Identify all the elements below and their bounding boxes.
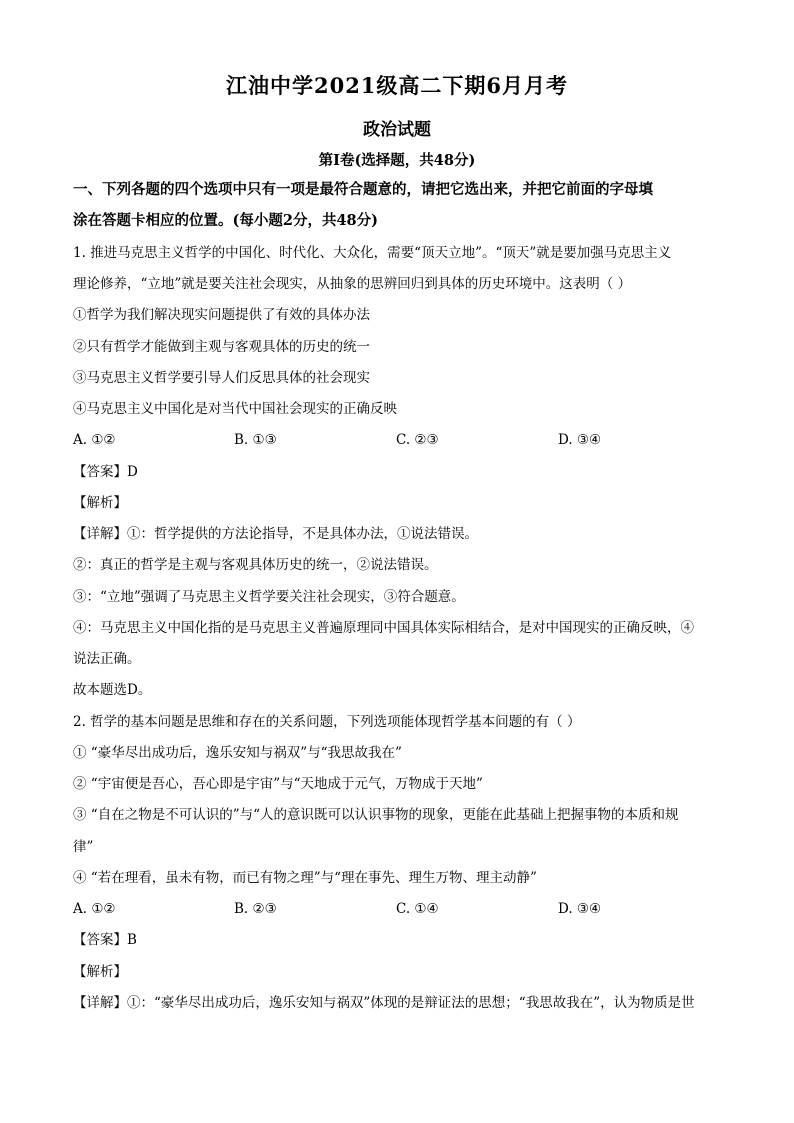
volume-title: 第Ⅰ卷(选择题，共48分)	[318, 152, 476, 169]
q2-stem: 2. 哲学的基本问题是思维和存在的关系问题，下列选项能体现哲学基本问题的有（ ）	[73, 714, 581, 730]
q2-option-d: D. ③④	[558, 901, 602, 917]
section-instruction-line2: 涂在答题卡相应的位置。(每小题2分，共48分)	[73, 212, 378, 229]
q1-answer: 【答案】D	[73, 464, 138, 480]
q1-detail-4-line1: ④：马克思主义中国化指的是马克思主义普遍原理同中国具体实际相结合，是对中国现实的正确反映，④	[73, 620, 694, 636]
q1-statement-3: ③马克思主义哲学要引导人们反思具体的社会现实	[73, 370, 370, 386]
q1-stem-line2: 理论修养，“立地”就是要关注社会现实，从抽象的思辨回归到具体的历史环境中。这表明（ ）	[73, 276, 632, 292]
q2-detail-1: 【详解】①：“豪华尽出成功后，逸乐安知与祸双”体现的是辩证法的思想；“我思故我在”，认为物质是世	[73, 995, 695, 1011]
q2-statement-1: ① “豪华尽出成功后，逸乐安知与祸双”与“我思故我在”	[73, 745, 402, 761]
q1-detail-4-line2: 说法正确。	[73, 651, 141, 667]
q2-option-c: C. ①④	[396, 901, 439, 917]
q1-option-d: D. ③④	[558, 432, 602, 448]
q1-option-c: C. ②③	[396, 432, 439, 448]
q1-statement-2: ②只有哲学才能做到主观与客观具体的历史的统一	[73, 339, 370, 355]
q1-analysis-label: 【解析】	[73, 495, 127, 511]
q1-detail-1: 【详解】①：哲学提供的方法论指导，不是具体办法，①说法错误。	[73, 526, 478, 542]
q1-statement-4: ④马克思主义中国化是对当代中国社会现实的正确反映	[73, 401, 397, 417]
q2-statement-3-line2: 律”	[73, 839, 94, 855]
q1-statement-1: ①哲学为我们解决现实问题提供了有效的具体办法	[73, 307, 370, 323]
q1-option-b: B. ①③	[234, 432, 277, 448]
q2-option-b: B. ②③	[234, 901, 277, 917]
subject-title: 政治试题	[363, 120, 431, 140]
q1-detail-2: ②：真正的哲学是主观与客观具体历史的统一，②说法错误。	[73, 557, 438, 573]
q2-statement-4: ④ “若在理看，虽未有物，而已有物之理”与“理在事先、理生万物、理主动静”	[73, 870, 537, 886]
q2-option-a: A. ①②	[73, 901, 116, 917]
q1-option-a: A. ①②	[73, 432, 116, 448]
q2-answer: 【答案】B	[73, 932, 137, 948]
q1-stem-line1: 1. 推进马克思主义哲学的中国化、时代化、大众化，需要“顶天立地”。“顶天”就是要加强马克思主义	[73, 245, 672, 261]
q1-conclusion: 故本题选D。	[73, 682, 152, 698]
exam-title: 江油中学2021级高二下期6月月考	[225, 73, 569, 98]
q2-statement-3-line1: ③ “自在之物是不可认识的”与“人的意识既可以认识事物的现象，更能在此基础上把握事物的本质和规	[73, 807, 679, 823]
section-instruction-line1: 一、下列各题的四个选项中只有一项是最符合题意的，请把它选出来，并把它前面的字母填	[73, 181, 653, 198]
q1-detail-3: ③：“立地”强调了马克思主义哲学要关注社会现实，③符合题意。	[73, 589, 465, 605]
q2-analysis-label: 【解析】	[73, 964, 127, 980]
q2-statement-2: ② “宇宙便是吾心，吾心即是宇宙”与“天地成于元气，万物成于天地”	[73, 776, 483, 792]
